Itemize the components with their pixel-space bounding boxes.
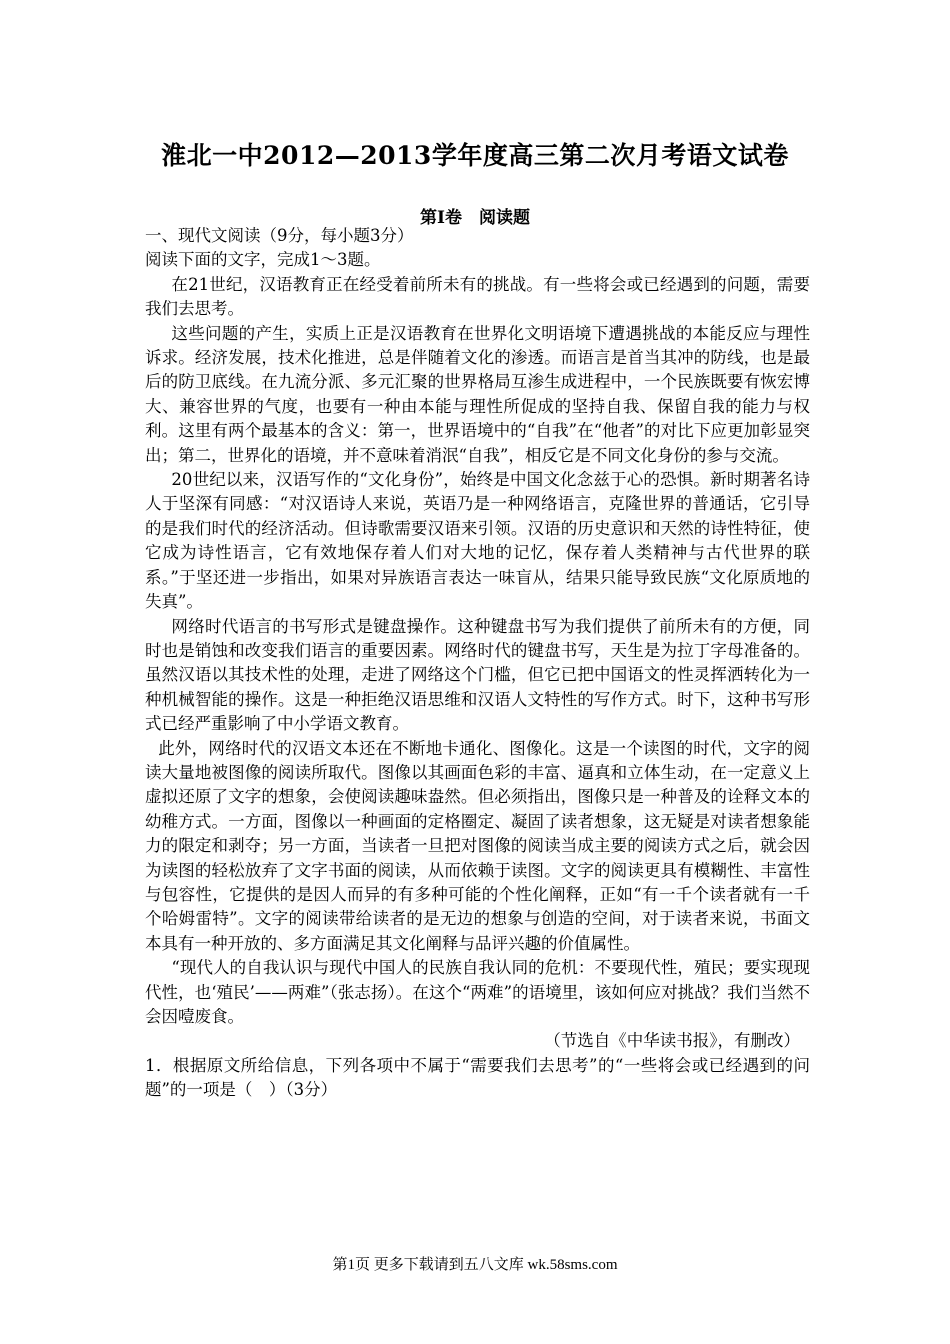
document-body — [145, 224, 810, 1103]
paragraph-6: “现代人的自我认识与现代中国人的民族自我认同的危机：不要现代性，殖民；要实现现代性，也‘殖民’——两难”（张志扬）。在这个“两难”的语境里，该如何应对挑战？我们当然不会因噎废食。 — [145, 958, 810, 1026]
paragraph-2: 这些问题的产生，实质上正是汉语教育在世界化文明语境下遭遇挑战的本能反应与理性诉求。经济发展，技术化推进，总是伴随着文化的渗透。而语言是首当其冲的防线，也是最后的防卫底线。在九流分派、多元汇聚的世界格局互渗生成进程中，一个民族既要有恢宏博大、兼容世界的气度，也要有一种由本能与理性所促成的坚持自我、保留自我的能力与权利。这里有两个最基本的含义：第一，世界语境中的“自我”在“他者”的对比下应更加彰显突出；第二，世界化的语境，并不意味着消泯“自我”，相反它是不同文化身份的参与交流。 — [145, 323, 810, 465]
question-1: 1．根据原文所给信息，下列各项中不属于“需要我们去思考”的“一些将会或已经遇到的问题”的一项是（ ）（3分） — [145, 1055, 810, 1100]
page-footer: 第1页 更多下载请到五八文库 wk.58sms.com — [332, 1257, 618, 1273]
section-title: 第Ⅰ卷 阅读题 — [420, 208, 530, 228]
part-heading: 一、现代文阅读（9分，每小题3分） — [145, 226, 414, 245]
instruction: 阅读下面的文字，完成1～3题。 — [145, 250, 381, 270]
paragraph-1: 在21世纪，汉语教育正在经受着前所未有的挑战。有一些将会或已经遇到的问题，需要我们去思考。 — [145, 274, 810, 319]
paragraph-5: 此外，网络时代的汉语文本还在不断地卡通化、图像化。这是一个读图的时代，文字的阅读大量地被图像的阅读所取代。图像以其画面色彩的丰富、逼真和立体生动，在一定意义上虚拟还原了文字的想象，会使阅读趣味盎然。但必须指出，图像只是一种普及的诠释文本的幼稚方式。一方面，图像以一种画面的定格圈定、凝固了读者想象，这无疑是对读者想象能力的限定和剥夺；另一方面，当读者一旦把对图像的阅读当成主要的阅读方式之后，就会因为读图的轻松放弃了文字书面的阅读，从而依赖于读图。文字的阅读更具有模糊性、丰富性与包容性，它提供的是因人而异的有多种可能的个性化阐释，正如“有一千个读者就有一千个哈姆雷特”。文字的阅读带给读者的是无边的想象与创造的空间，对于读者来说，书面文本具有一种开放的、多方面满足其文化阐释与品评兴趣的价值属性。 — [145, 738, 810, 953]
paragraph-3: 20世纪以来，汉语写作的“文化身份”，始终是中国文化念兹于心的恐惧。新时期著名诗人于坚深有同感：“对汉语诗人来说，英语乃是一种网络语言，克隆世界的普通话，它引导的是我们时代的经济活动。但诗歌需要汉语来引领。汉语的历史意识和天然的诗性特征，使它成为诗性语言，它有效地保存着人们对大地的记忆，保存着人类精神与古代世界的联系。”于坚还进一步指出，如果对异族语言表达一味盲从，结果只能导致民族“文化原质地的失真”。 — [145, 470, 810, 612]
paragraph-4: 网络时代语言的书写形式是键盘操作。这种键盘书写为我们提供了前所未有的方便，同时也是销蚀和改变我们语言的重要因素。网络时代的键盘书写，天生是为拉丁字母准备的。虽然汉语以其技术性的处理，走进了网络这个门槛，但它已把中国语文的性灵挥洒转化为一种机械智能的操作。这是一种拒绝汉语思维和汉语人文特性的写作方式。时下，这种书写形式已经严重影响了中小学语文教育。 — [145, 616, 810, 734]
exam-title: 淮北一中2012—2013学年度高三第二次月考语文试卷 — [161, 141, 789, 170]
source-note: （节选自《中华读书报》，有删改） — [544, 1031, 800, 1051]
